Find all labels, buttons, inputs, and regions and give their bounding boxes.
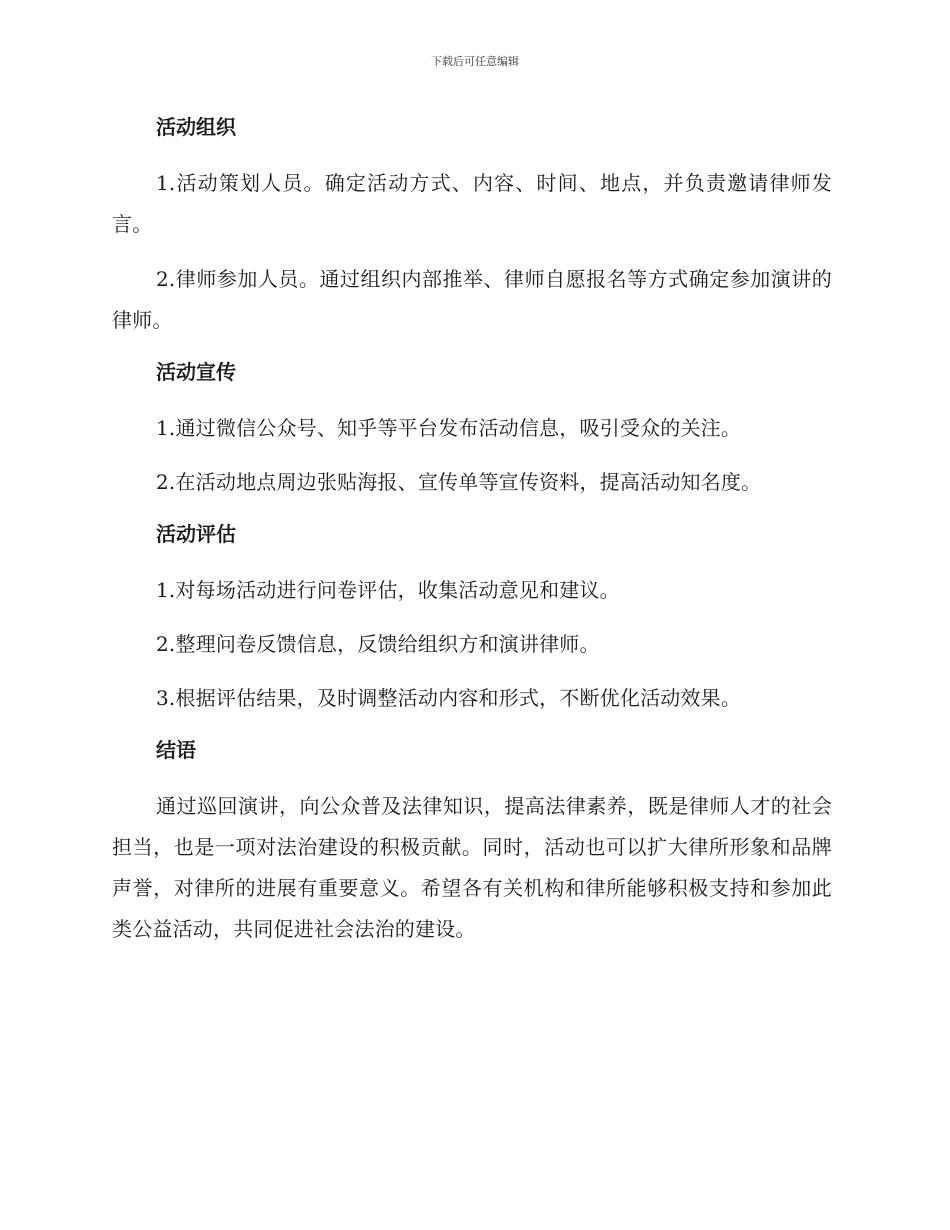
paragraph: 1.对每场活动进行问卷评估，收集活动意见和建议。 (156, 578, 620, 602)
section-heading-conclusion: 结语 (156, 738, 196, 762)
page-header: 下载后可任意编辑 (431, 55, 519, 68)
paragraph: 2.在活动地点周边张贴海报、宣传单等宣传资料，提高活动知名度。 (156, 470, 762, 494)
paragraph: 3.根据评估结果，及时调整活动内容和形式，不断优化活动效果。 (156, 686, 742, 710)
paragraph: 1.活动策划人员。确定活动方式、内容、时间、地点，并负责邀请律师发言。 (112, 171, 832, 236)
paragraph: 2.整理问卷反馈信息，反馈给组织方和演讲律师。 (156, 632, 600, 656)
section-heading-organization: 活动组织 (156, 115, 236, 139)
paragraph: 2.律师参加人员。通过组织内部推举、律师自愿报名等方式确定参加演讲的律师。 (112, 267, 832, 332)
paragraph: 通过巡回演讲，向公众普及法律知识，提高法律素养，既是律师人才的社会担当，也是一项对法治建设的积极贡献。同时，活动也可以扩大律所形象和品牌声誉，对律所的进展有重要意义。希望各有关机构和律所能够积极支持和参加此类公益活动，共同促进社会法治的建设。 (112, 794, 832, 941)
section-heading-evaluation: 活动评估 (156, 522, 236, 546)
document-body (112, 110, 832, 964)
paragraph: 1.通过微信公众号、知乎等平台发布活动信息，吸引受众的关注。 (156, 416, 742, 440)
section-heading-promotion: 活动宣传 (156, 360, 236, 384)
